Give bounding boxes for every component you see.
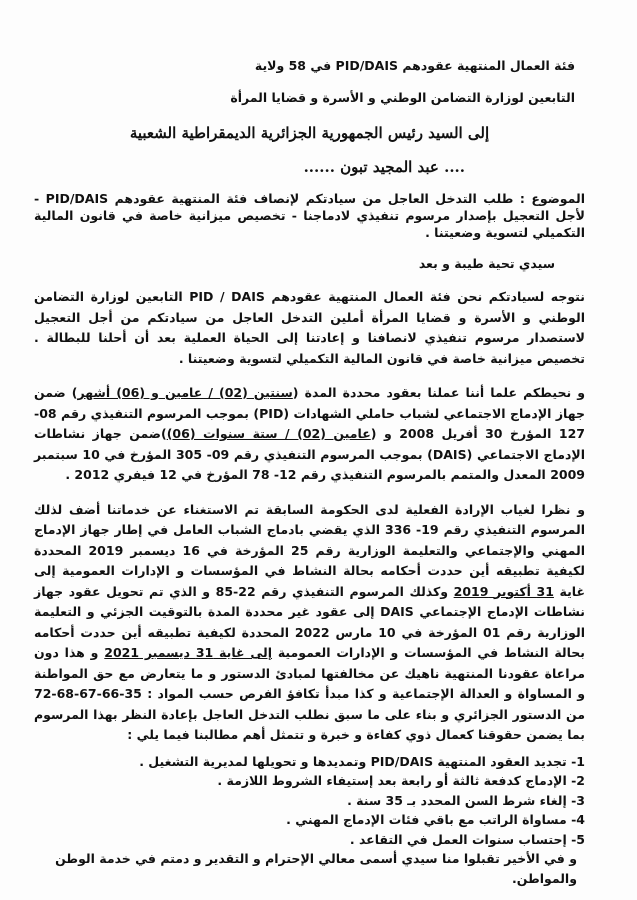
subject-line: الموضوع : طلب التدخل العاجل من سيادتكم لإنصاف فئة المنتهية عقودهم PID/DAIS - لأجل التعجيل بإصدار مرسوم تنفيذي لادماجنا - تخصيص ميزانية خاصة في قانون المالية التكميلي لتسوية وضعيتنا . xyxy=(34,191,585,240)
paragraph-text: و نحيطكم علما أننا عملنا بعقود محددة المدة ( xyxy=(292,385,585,400)
underlined-duration: عامين (02) / ستة سنوات (06) xyxy=(166,426,371,441)
paragraph-introduction: نتوجه لسيادتكم نحن فئة العمال المنتهية عقودهم PID / DAIS التابعين لوزارة التضامن الوطني و الأسرة و قضايا المرأة أملين التدخل العاجل من سيادتكم من أجل التعجيل لاستصدار مرسوم تنفيذي لانصافنا و إعادتنا إلى الحياة العملية بعد أن أحلنا للبطالة . تخصيص ميزانية خاصة في قانون المالية التكميلي لتسوية وضعيتنا . xyxy=(34,289,585,366)
demand-item: 2- الإدماج كدفعة ثالثة أو رابعة بعد إستيفاء الشروط اللازمة . xyxy=(217,773,585,788)
paragraph-contract-history xyxy=(34,383,585,486)
paragraph-text: )ضمن جهاز نشاطات الإدماج الاجتماعي (DAIS) بموجب المرسوم التنفيذي رقم 09- 305 المؤرخ في 10 سبتمبر 2009 المعدل والمتمم بالمرسوم التنفيذي رقم 12- 78 المؤرخ في 12 فيفري 2012 . xyxy=(34,426,585,482)
greeting: سيدي تحية طيبة و بعد xyxy=(418,256,555,271)
underlined-duration: سنتين (02) / عامين و (06) أشهر xyxy=(77,385,293,400)
paragraph-text: ) ضمن جهاز الإدماج الاجتماعي لشباب حاملي الشهادات (PID) بموجب المرسوم التنفيذي رقم 08-127 المؤرخ 30 أفريل 2008 و ( xyxy=(34,385,585,441)
addressee-title: إلى السيد رئيس الجمهورية الجزائرية الديمقراطية الشعبية xyxy=(129,124,490,142)
demand-item: 1- تجديد العقود المنتهية PID/DAIS وتمديدها و تحويلها لمديرية التشغيل . xyxy=(139,753,585,769)
header-line-ministry: التابعين لوزارة التضامن الوطني و الأسرة و قضايا المرأة xyxy=(230,90,575,105)
demand-item: 3- إلغاء شرط السن المحدد بـ 35 سنة . xyxy=(347,792,585,808)
underlined-date: 31 أكتوبر 2019 xyxy=(453,583,554,599)
demands-list xyxy=(34,752,585,850)
demand-item: 4- مساواة الراتب مع باقي فئات الإدماج المهني . xyxy=(286,812,585,827)
paragraph-text: و نظرا لغياب الإرادة الفعلية لدى الحكومة السابقة تم الاستغناء عن خدماتنا أضف لذلك المرسوم التنفيذي رقم 19- 336 الذي يقضي بادماج الشباب العامل في إطار جهاز الإدماج المهني والإجتماعي والتعليمة الوزارية رقم 25 المؤرخة في 16 ديسمبر 2019 المحددة لكيفية تطبيقه أين حددت أحكامه بحالة النشاط في المؤسسات و الإدارات العمومية إلى غاية xyxy=(34,501,586,599)
closing-line: و في الأخير تقبلوا منا سيدي أسمى معالي الإحترام و التقدير و دمتم في خدمة الوطن والمواطن. xyxy=(55,851,577,886)
paragraph-text: و هذا دون مراعاة عقودنا المنتهية ناهيك عن مخالفتها لمبادئ الدستور و ما يتعارض مع حق المواطنة و المساواة و العدالة الإجتماعية و كذا مبدأ تكافؤ الفرص حسب المواد : 35-66-67-68-72 من الدستور الجزائري و بناء على ما سبق نطلب التدخل العاجل بإعادة النظر بهذا المرسوم بما يضمن حقوقنا كعمال ذوي كفاءة و خبرة و تتمثل أهم مطالبنا فيما يلي : xyxy=(34,645,585,742)
addressee-name: .... عبد المجيد تبون ...... xyxy=(303,158,465,176)
header-line-workers-category: فئة العمال المنتهية عقودهم PID/DAIS في 58 ولاية xyxy=(254,58,575,73)
underlined-date: إلى غاية 31 ديسمبر 2021 xyxy=(104,645,273,660)
paragraph-text: وكذلك المرسوم التنفيذي رقم 22-85 و الذي تم تحويل عقود جهاز نشاطات الإدماج الإجتماعي DAIS إلى عقود غير محددة المدة بالتوقيت الجزئي و التعليمة الوزارية رقم 01 المؤرخة في 10 مارس 2022 المحددة لكيفية تطبيقه أين حددت أحكامه بحالة النشاط في المؤسسات و الإدارات العمومية xyxy=(34,583,585,660)
demand-item: 5- إحتساب سنوات العمل في التقاعد . xyxy=(349,831,585,847)
paragraph-legal-context xyxy=(34,500,585,746)
